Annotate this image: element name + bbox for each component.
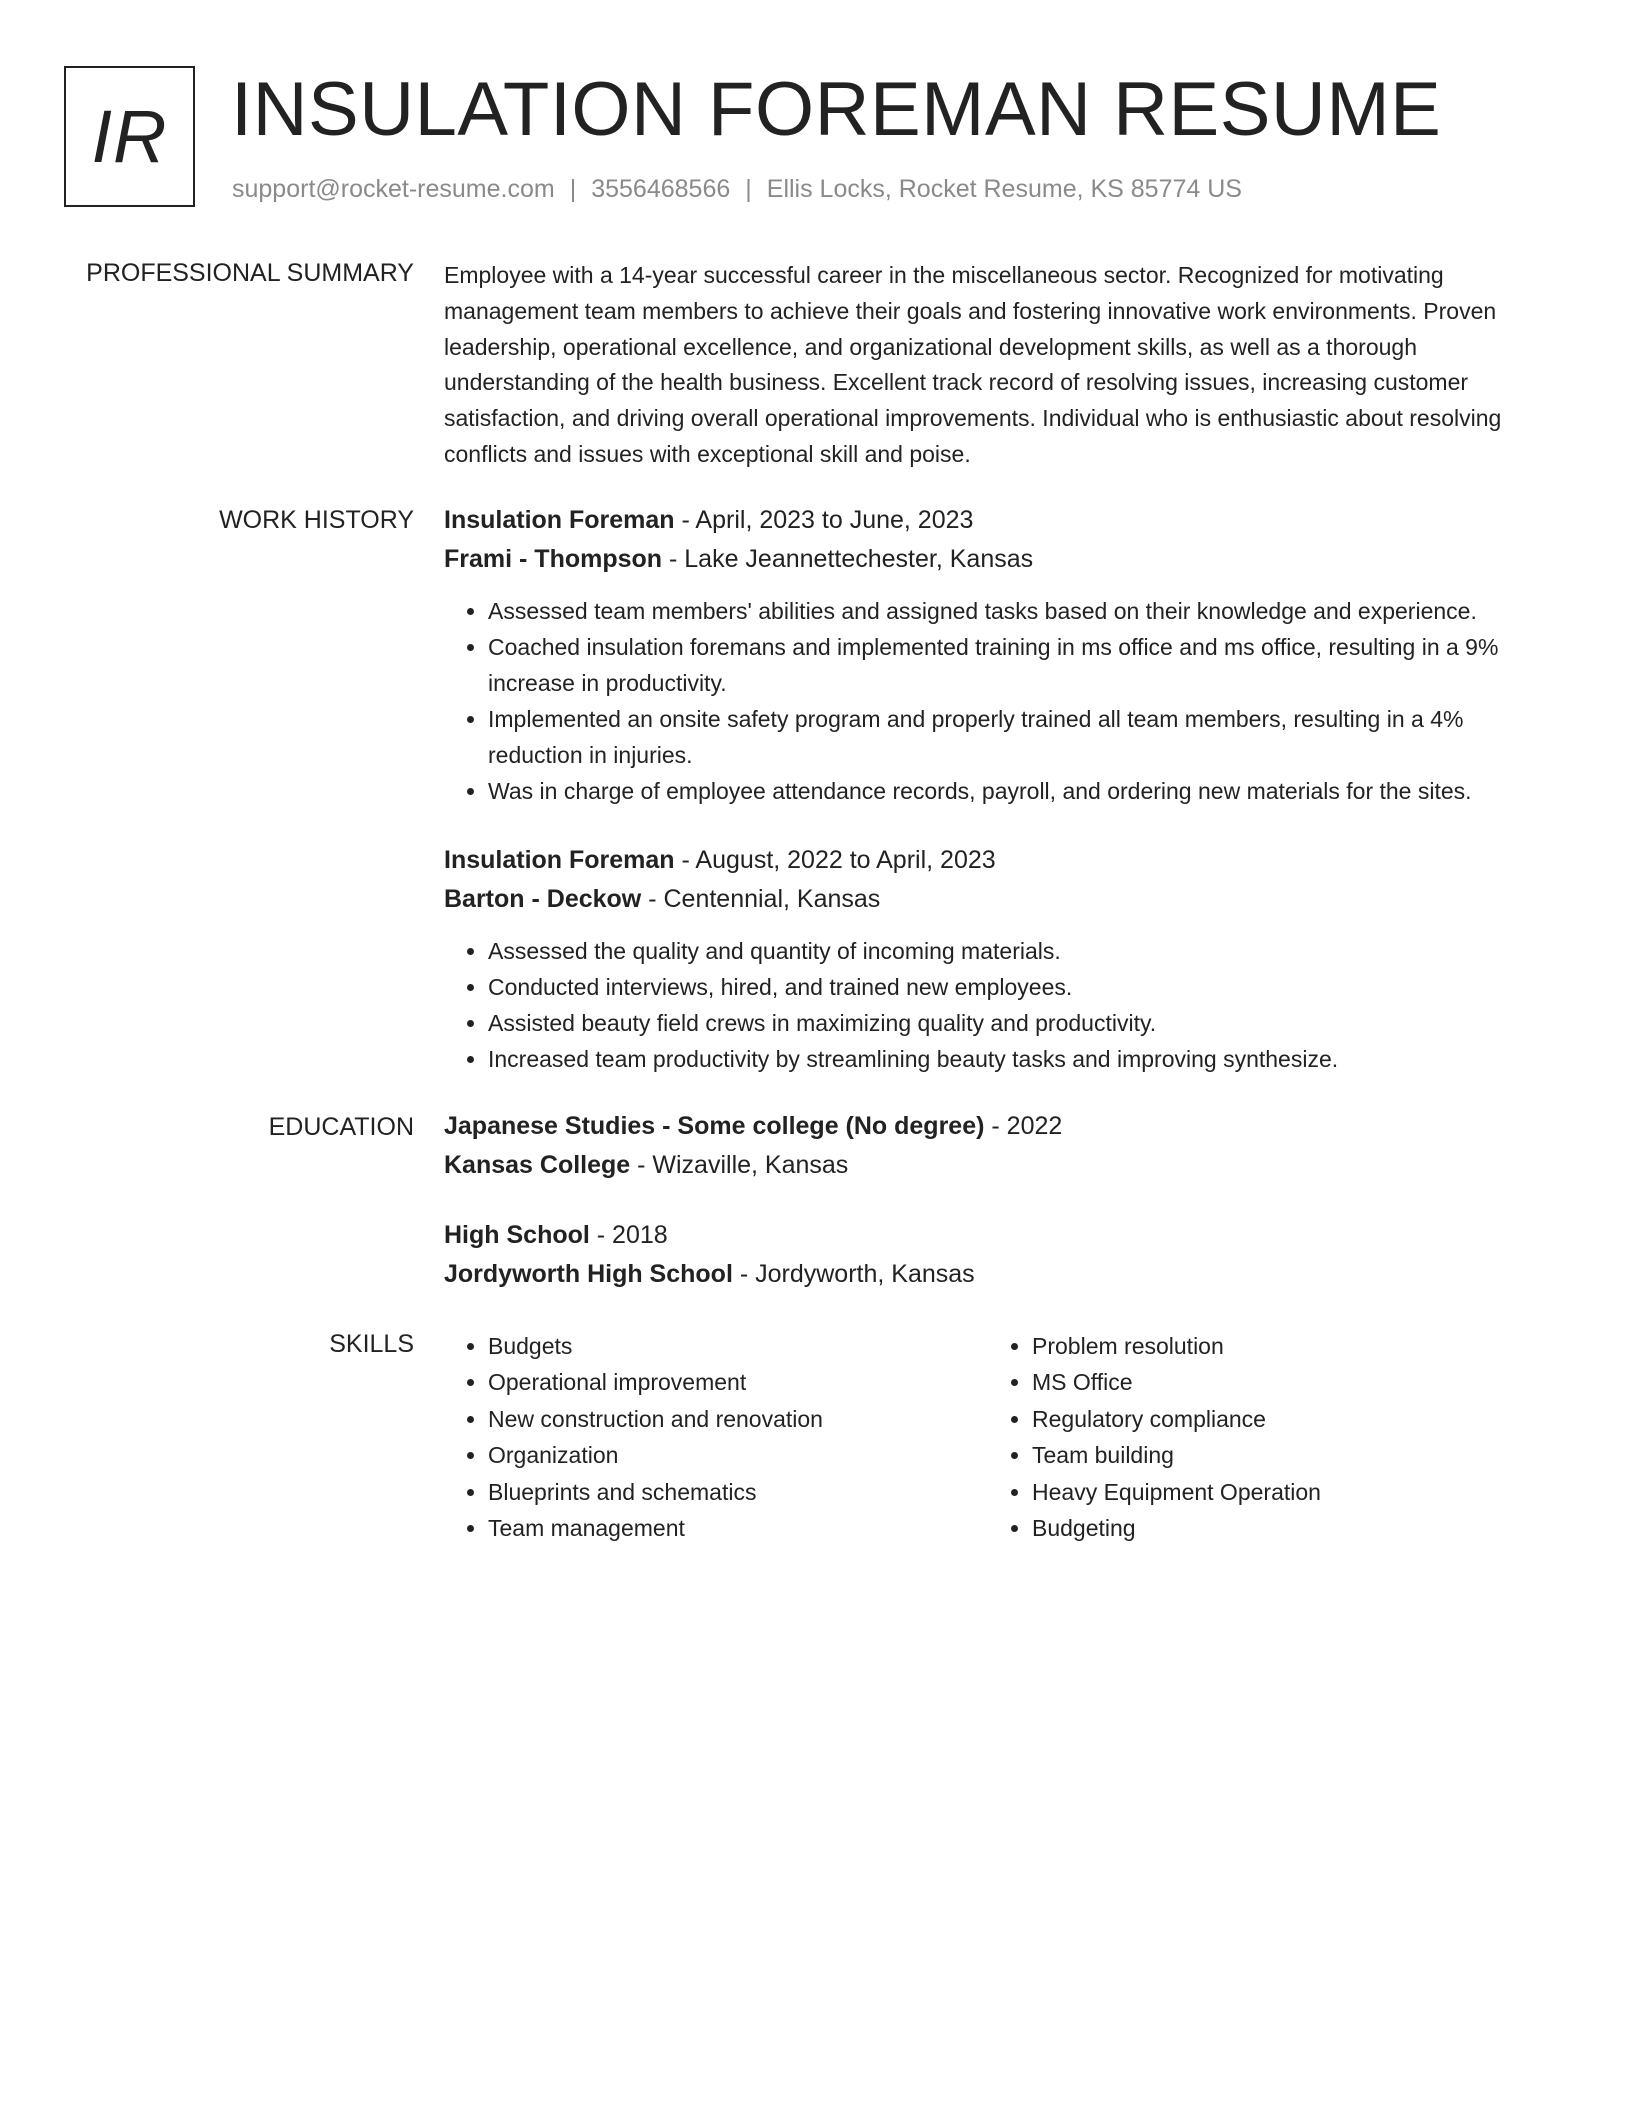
job-title: Insulation Foreman (444, 846, 675, 874)
job-bullet: • Assessed the quality and quantity of incoming materials. (488, 933, 1564, 969)
education-year: - 2022 (984, 1112, 1063, 1140)
contact-separator: | (745, 175, 752, 203)
job-entry (444, 500, 1564, 809)
company-location: - Lake Jeannettechester, Kansas (662, 545, 1034, 573)
job-bullet: • Was in charge of employee attendance records, payroll, and ordering new materials for the sites. (488, 773, 1564, 809)
job-entry (444, 840, 1564, 1077)
section-label-summary: PROFESSIONAL SUMMARY (86, 259, 414, 287)
company-location: - Centennial, Kansas (641, 885, 881, 913)
skill-item: • Heavy Equipment Operation (1032, 1474, 1321, 1510)
company-name: Frami - Thompson (444, 545, 663, 573)
job-title: Insulation Foreman (444, 506, 675, 534)
education-location: - Wizaville, Kansas (630, 1151, 849, 1179)
job-bullets (444, 593, 1564, 809)
contact-line (232, 174, 1242, 204)
job-bullet: • Assisted beauty field crews in maximizing quality and productivity. (488, 1005, 1564, 1041)
job-bullet: • Assessed team members' abilities and assigned tasks based on their knowledge and experience. (488, 593, 1564, 629)
job-dates: - August, 2022 to April, 2023 (674, 846, 996, 874)
skill-item: • Problem resolution (1032, 1328, 1321, 1364)
education-school-line (444, 1146, 1564, 1185)
skill-item: • Budgeting (1032, 1510, 1321, 1546)
job-bullet: • Implemented an onsite safety program and properly trained all team members, resulting in a 4% reduction in injuries. (488, 701, 1564, 773)
contact-separator: | (569, 175, 577, 203)
company-line (444, 880, 1564, 919)
skill-item: • Organization (488, 1437, 823, 1473)
education-school: Jordyworth High School (444, 1260, 733, 1288)
job-title-line (444, 500, 1564, 540)
monogram-box (64, 66, 195, 207)
job-bullets (444, 933, 1564, 1077)
skill-item: • Operational improvement (488, 1364, 823, 1400)
education-degree: Japanese Studies - Some college (No degree) (444, 1112, 985, 1140)
section-label-work-history: WORK HISTORY (219, 506, 414, 534)
resume-title: INSULATION FOREMAN RESUME (231, 67, 1442, 152)
skill-item: • New construction and renovation (488, 1401, 823, 1437)
job-dates: - April, 2023 to June, 2023 (674, 506, 974, 534)
skill-item: • MS Office (1032, 1364, 1321, 1400)
skills-body (444, 1328, 1564, 1568)
skill-item: • Blueprints and schematics (488, 1474, 823, 1510)
skill-item: • Regulatory compliance (1032, 1401, 1321, 1437)
education-degree-line (444, 1107, 1564, 1146)
contact-phone: 3556468566 (591, 175, 731, 203)
skills-list-left (444, 1328, 823, 1546)
section-label-skills: SKILLS (329, 1330, 414, 1358)
job-bullet: • Coached insulation foremans and implemented training in ms office and ms office, resulting in a 9% increase in productivity. (488, 629, 1564, 701)
section-label-education: EDUCATION (268, 1113, 414, 1141)
skills-list-right (988, 1328, 1321, 1546)
education-school-line (444, 1255, 1564, 1294)
skill-item: • Budgets (488, 1328, 823, 1364)
education-entry (444, 1107, 1564, 1185)
company-line (444, 540, 1564, 579)
education-school: Kansas College (444, 1151, 631, 1179)
job-bullet: • Increased team productivity by streamlining beauty tasks and improving synthesize. (488, 1041, 1564, 1077)
contact-email: support@rocket-resume.com (232, 175, 555, 203)
resume-header (64, 66, 1564, 211)
company-name: Barton - Deckow (444, 885, 642, 913)
skill-item: • Team management (488, 1510, 823, 1546)
contact-address: Ellis Locks, Rocket Resume, KS 85774 US (766, 175, 1242, 203)
education-year: - 2018 (589, 1221, 668, 1249)
education-degree: High School (444, 1221, 590, 1249)
job-title-line (444, 840, 1564, 880)
summary-text: Employee with a 14-year successful career in the miscellaneous sector. Recognized for motivating management team members to achieve their goals and fostering innovative work environments. Proven leadership, operational excellence, and organizational development skills, as well as a thorough understanding of the health business. Excellent track record of resolving issues, increasing customer satisfaction, and driving overall operational improvements. Individual who is enthusiastic about resolving conflicts and issues with exceptional skill and poise. (444, 262, 1502, 467)
education-entry (444, 1216, 1564, 1294)
skill-item: • Team building (1032, 1437, 1321, 1473)
job-bullet: • Conducted interviews, hired, and trained new employees. (488, 969, 1564, 1005)
summary-body (444, 258, 1564, 473)
education-degree-line (444, 1216, 1564, 1255)
monogram-initials: IR (91, 95, 168, 178)
education-location: - Jordyworth, Kansas (732, 1260, 975, 1288)
